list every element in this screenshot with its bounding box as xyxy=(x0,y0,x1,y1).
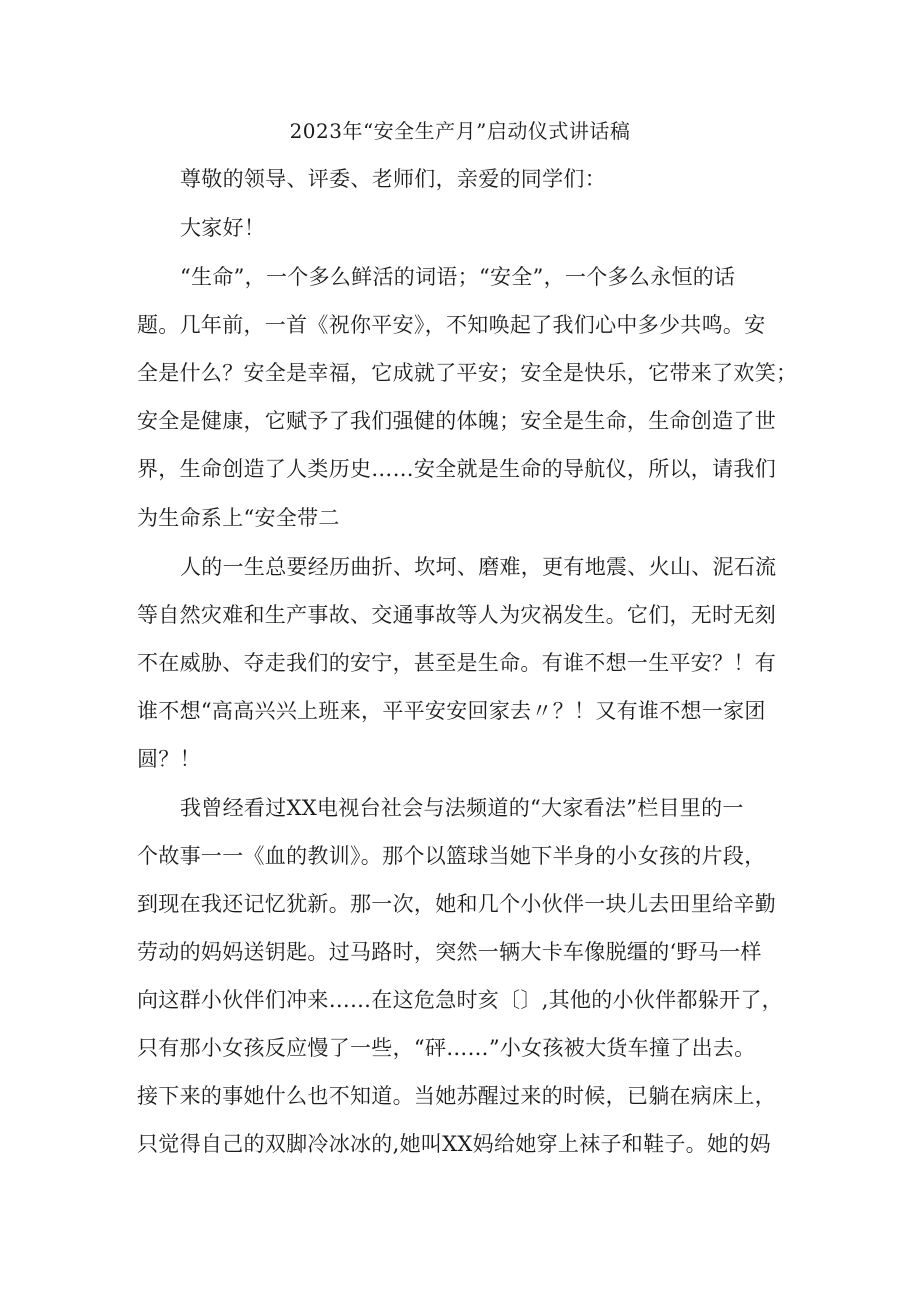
text-line: 到现在我还记忆犹新。那一次，她和几个小伙伴一块儿去田里给辛勤 xyxy=(137,892,776,916)
text-line: 只觉得自己的双脚冷冰冰的,她叫XX妈给她穿上袜子和鞋子。她的妈 xyxy=(137,1132,771,1156)
text-line: 劳动的妈妈送钥匙。过马路时，突然一辆大卡车像脱缰的‘野马一样 xyxy=(137,940,762,964)
text-line: 大家好！ xyxy=(180,216,266,240)
text-line: 谁不想“高高兴兴上班来，平平安安回家去〃？！又有谁不想一家团 xyxy=(137,699,766,723)
text-line: 人的一生总要经历曲折、坎坷、磨难，更有地震、火山、泥石流 xyxy=(180,555,777,579)
text-line: 向这群小伙伴们冲来……在这危急时亥〔〕,其他的小伙伴都躲开了， xyxy=(137,988,783,1012)
text-line: 题。几年前，一首《祝你平安》，不知唤起了我们心中多少共鸣。安 xyxy=(137,313,766,337)
text-line: 全是什么？安全是幸福，它成就了平安；安全是快乐，它带来了欢笑； xyxy=(137,361,798,385)
text-line: 界，生命创造了人类历史……安全就是生命的导航仪，所以，请我们 xyxy=(137,457,776,481)
document-title: 2023年“安全生产月”启动仪式讲话稿 xyxy=(289,119,631,143)
text-line: 为生命系上“安全带二 xyxy=(137,506,340,530)
text-line: 接下来的事她什么也不知道。当她苏醒过来的时候，已躺在病床上， xyxy=(137,1084,776,1108)
text-line: 尊敬的领导、评委、老师们，亲爱的同学们： xyxy=(180,167,606,191)
text-line: 我曾经看过XX电视台社会与法频道的“大家看法”栏目里的一 xyxy=(180,796,744,820)
text-line: 等自然灾难和生产事故、交通事故等人为灾祸发生。它们，无时无刻 xyxy=(137,603,776,627)
text-line: 不在威胁、夺走我们的安宁，甚至是生命。有谁不想一生平安？！有 xyxy=(137,651,776,675)
text-line: “生命”，一个多么鲜活的词语；“安全”，一个多么永恒的话 xyxy=(180,265,736,289)
text-line: 只有那小女孩反应慢了一些，“砰……”小女孩被大货车撞了出去。 xyxy=(137,1036,756,1060)
text-line: 个故事一一《血的教训》。那个以篮球当她下半身的小女孩的片段， xyxy=(137,844,766,868)
text-line: 圆？！ xyxy=(137,747,201,771)
text-line: 安全是健康，它赋予了我们强健的体魄；安全是生命，生命创造了世 xyxy=(137,409,776,433)
